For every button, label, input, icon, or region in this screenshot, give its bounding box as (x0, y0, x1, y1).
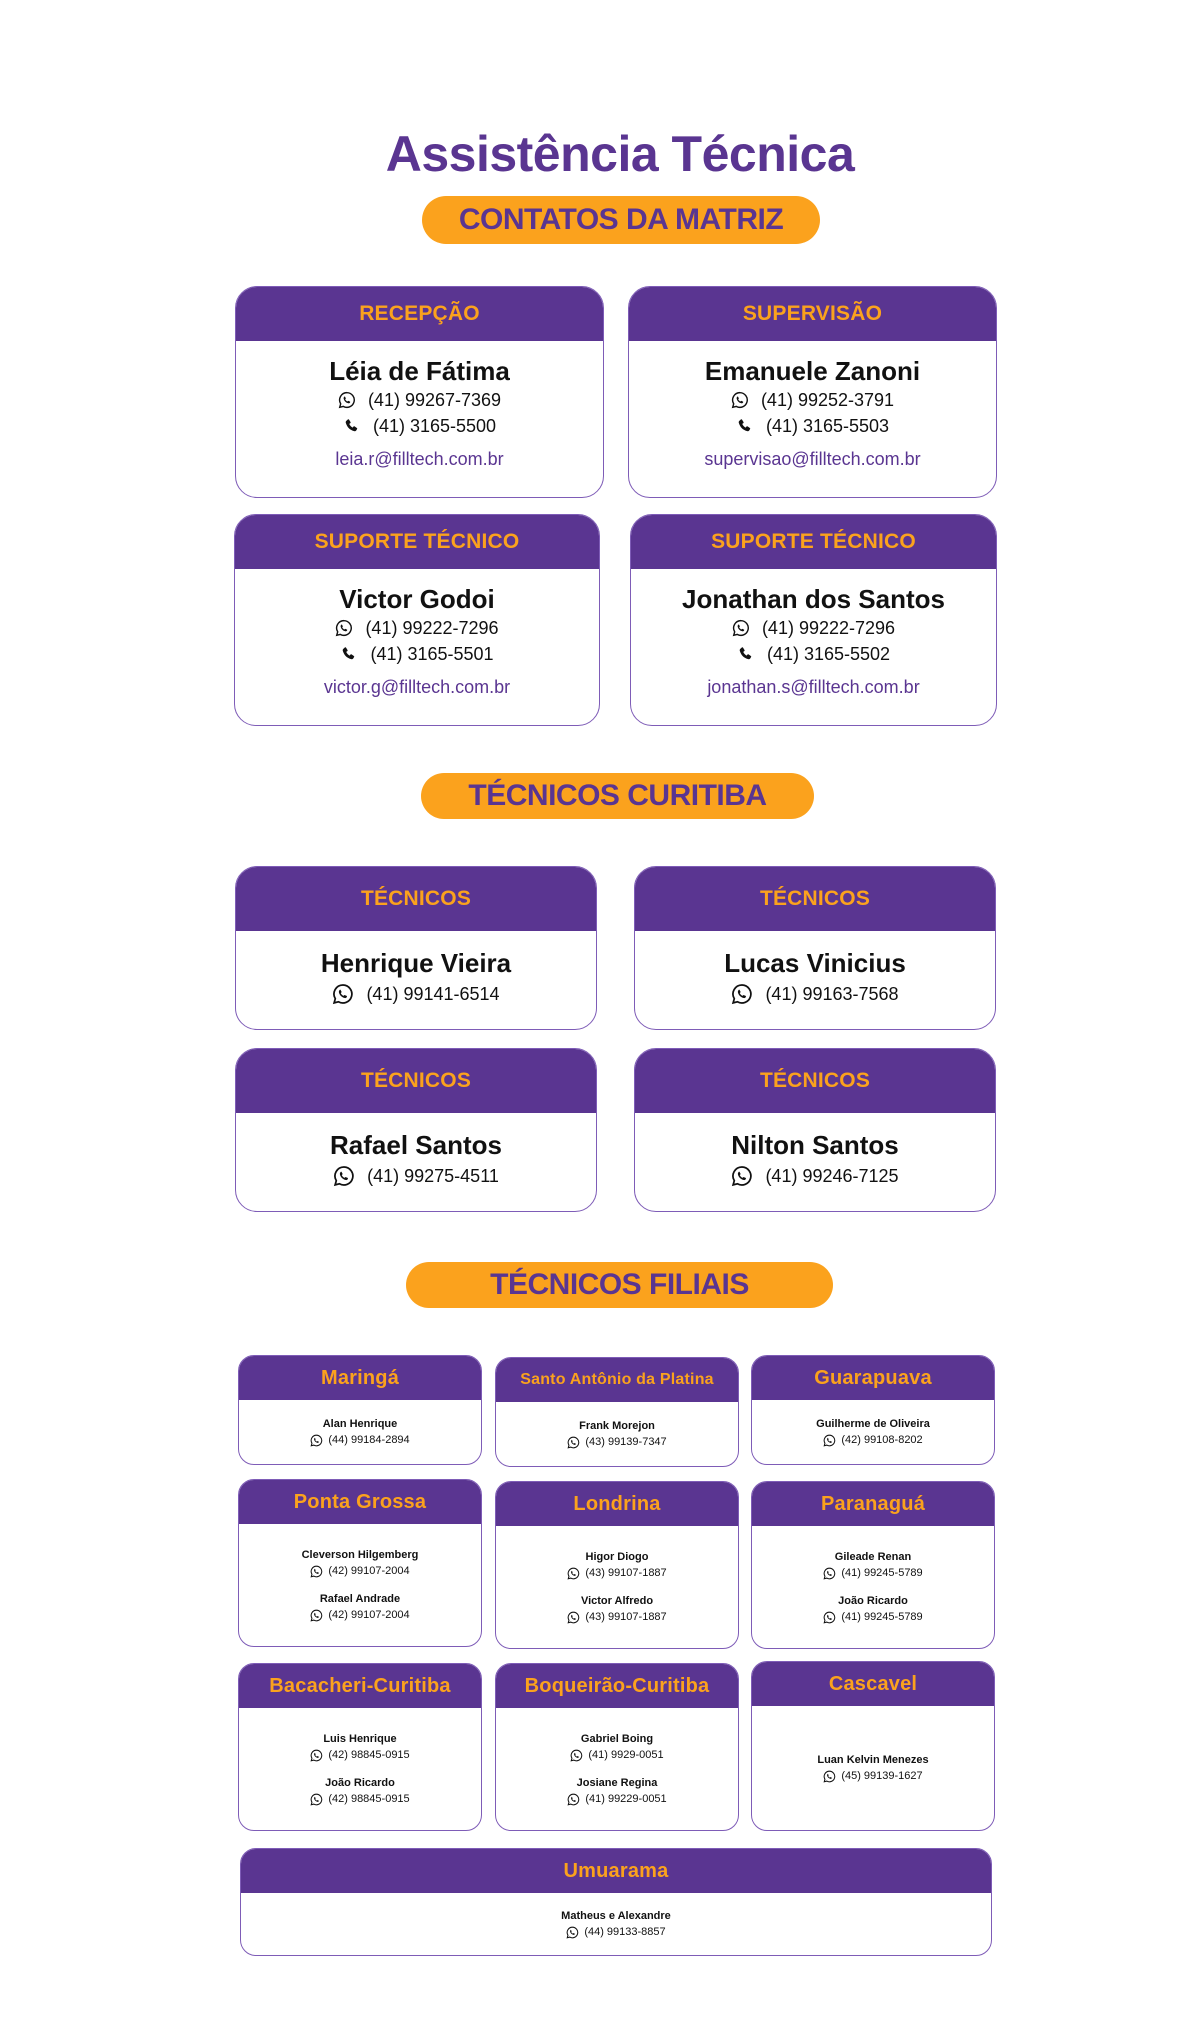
whatsapp-line[interactable] (567, 1434, 666, 1450)
phone-line[interactable] (631, 641, 996, 667)
phone-line[interactable] (629, 413, 996, 439)
email-link[interactable]: leia.r@filltech.com.br (335, 449, 504, 469)
technician-name: Rafael Santos (330, 1130, 502, 1160)
section-header-matriz: CONTATOS DA MATRIZ (422, 196, 820, 244)
whatsapp-number: (41) 99245-5789 (841, 1567, 923, 1579)
phone-number: (41) 3165-5503 (765, 416, 890, 436)
person-name: Luan Kelvin Menezes (817, 1754, 929, 1766)
branch-card-boqueirao (495, 1663, 739, 1831)
whatsapp-line[interactable] (567, 1565, 666, 1581)
person-name: Cleverson Hilgemberg (301, 1549, 419, 1561)
whatsapp-number: (45) 99139-1627 (841, 1770, 923, 1782)
branch-city: Ponta Grossa (239, 1480, 481, 1524)
person-name: Luis Henrique (323, 1733, 397, 1745)
person-name: Josiane Regina (576, 1777, 658, 1789)
person-name: Victor Alfredo (580, 1595, 654, 1607)
email-link[interactable]: victor.g@filltech.com.br (323, 677, 511, 697)
card-header: TÉCNICOS (635, 1049, 995, 1113)
phone-number: (41) 3165-5502 (766, 644, 891, 664)
whatsapp-line[interactable] (631, 615, 996, 641)
branch-person (816, 1416, 930, 1448)
whatsapp-number: (42) 98845-0915 (328, 1793, 410, 1805)
branch-person (310, 1416, 409, 1448)
whatsapp-icon (333, 1165, 355, 1187)
phone-line[interactable] (235, 641, 599, 667)
branch-person (567, 1593, 666, 1625)
whatsapp-line[interactable] (816, 1432, 930, 1448)
whatsapp-line[interactable] (629, 387, 996, 413)
contact-card-supervisao (628, 286, 997, 498)
whatsapp-line[interactable] (302, 1563, 419, 1579)
section-header-curitiba: TÉCNICOS CURITIBA (421, 773, 814, 819)
whatsapp-number: (41) 99229-0051 (585, 1793, 667, 1805)
phone-icon (736, 417, 754, 435)
whatsapp-icon (335, 619, 353, 637)
whatsapp-line[interactable] (235, 615, 599, 641)
branch-card-bacacheri (238, 1663, 482, 1831)
whatsapp-line[interactable] (567, 1609, 666, 1625)
whatsapp-icon (567, 1793, 580, 1806)
branch-person (823, 1549, 922, 1581)
whatsapp-icon (567, 1611, 580, 1624)
phone-icon (343, 417, 361, 435)
whatsapp-number: (43) 99107-1887 (585, 1611, 667, 1623)
whatsapp-icon (731, 391, 749, 409)
whatsapp-number: (44) 99133-8857 (584, 1926, 666, 1938)
whatsapp-number: (41) 99275-4511 (367, 1166, 499, 1186)
branch-person (310, 1775, 409, 1807)
whatsapp-icon (310, 1609, 323, 1622)
whatsapp-line[interactable] (236, 979, 596, 1009)
technician-name: Lucas Vinicius (724, 948, 906, 978)
whatsapp-line[interactable] (567, 1791, 666, 1807)
whatsapp-icon (567, 1567, 580, 1580)
whatsapp-icon (570, 1749, 583, 1762)
whatsapp-icon (310, 1749, 323, 1762)
branch-card-ponta-grossa (238, 1479, 482, 1647)
card-header: SUPORTE TÉCNICO (235, 515, 599, 569)
whatsapp-line[interactable] (823, 1609, 922, 1625)
contact-name: Victor Godoi (339, 584, 495, 614)
person-name: Matheus e Alexandre (561, 1910, 671, 1922)
whatsapp-number: (42) 98845-0915 (328, 1749, 410, 1761)
branch-card-santo-antonio (495, 1357, 739, 1467)
whatsapp-icon (567, 1436, 580, 1449)
whatsapp-number: (42) 99107-2004 (328, 1609, 410, 1621)
technician-name: Nilton Santos (731, 1130, 899, 1160)
branch-person (567, 1418, 666, 1450)
contact-name: Léia de Fátima (329, 356, 510, 386)
whatsapp-number: (41) 99163-7568 (765, 984, 899, 1004)
card-header: TÉCNICOS (236, 867, 596, 931)
whatsapp-icon (310, 1565, 323, 1578)
whatsapp-icon (731, 1165, 753, 1187)
card-header: RECEPÇÃO (236, 287, 603, 341)
branch-card-paranagua (751, 1481, 995, 1649)
branch-city: Boqueirão-Curitiba (496, 1664, 738, 1708)
whatsapp-line[interactable] (570, 1747, 663, 1763)
email-link[interactable]: jonathan.s@filltech.com.br (707, 677, 920, 697)
whatsapp-icon (823, 1770, 836, 1783)
person-name: Frank Morejon (579, 1420, 655, 1432)
whatsapp-line[interactable] (310, 1791, 409, 1807)
section-header-filiais: TÉCNICOS FILIAIS (406, 1262, 833, 1308)
person-name: João Ricardo (325, 1777, 395, 1789)
branch-card-guarapuava (751, 1355, 995, 1465)
branch-card-maringa (238, 1355, 482, 1465)
whatsapp-line[interactable] (635, 1161, 995, 1191)
contact-card-suporte-jonathan (630, 514, 997, 726)
person-name: Higor Diogo (585, 1551, 649, 1563)
whatsapp-icon (731, 983, 753, 1005)
branch-city: Bacacheri-Curitiba (239, 1664, 481, 1708)
phone-number: (41) 3165-5501 (370, 644, 494, 664)
email-link[interactable]: supervisao@filltech.com.br (704, 449, 921, 469)
person-name: Gabriel Boing (580, 1733, 654, 1745)
branch-person (310, 1591, 409, 1623)
whatsapp-number: (41) 99252-3791 (760, 390, 895, 410)
whatsapp-number: (41) 99245-5789 (841, 1611, 923, 1623)
whatsapp-line[interactable] (310, 1432, 409, 1448)
card-header: SUPERVISÃO (629, 287, 996, 341)
phone-icon (737, 645, 755, 663)
whatsapp-number: (43) 99139-7347 (585, 1436, 667, 1448)
whatsapp-number: (41) 99222-7296 (761, 618, 896, 638)
whatsapp-icon (338, 391, 356, 409)
branch-person (567, 1775, 666, 1807)
branch-person (310, 1731, 409, 1763)
whatsapp-number: (43) 99107-1887 (585, 1567, 667, 1579)
technician-card (634, 1048, 996, 1212)
whatsapp-number: (41) 99141-6514 (366, 984, 500, 1004)
branch-person (817, 1752, 928, 1784)
whatsapp-line[interactable] (635, 979, 995, 1009)
page-title: Assistência Técnica (385, 126, 855, 182)
technician-card (235, 1048, 597, 1212)
technician-name: Henrique Vieira (320, 948, 512, 978)
branch-card-londrina (495, 1481, 739, 1649)
whatsapp-number: (41) 99267-7369 (367, 390, 502, 410)
contact-card-recepcao (235, 286, 604, 498)
card-header: TÉCNICOS (635, 867, 995, 931)
contact-name: Emanuele Zanoni (704, 356, 921, 386)
whatsapp-line[interactable] (310, 1607, 409, 1623)
whatsapp-icon (823, 1611, 836, 1624)
phone-line[interactable] (236, 413, 603, 439)
person-name: Alan Henrique (322, 1418, 398, 1430)
branch-card-umuarama (240, 1848, 992, 1956)
branch-person (570, 1731, 663, 1763)
whatsapp-line[interactable] (236, 1161, 596, 1191)
person-name: João Ricardo (838, 1595, 908, 1607)
branch-city: Paranaguá (752, 1482, 994, 1526)
whatsapp-number: (41) 99246-7125 (765, 1166, 899, 1186)
branch-person (302, 1547, 419, 1579)
branch-city: Londrina (496, 1482, 738, 1526)
whatsapp-icon (332, 983, 354, 1005)
whatsapp-line[interactable] (561, 1924, 671, 1940)
card-header: SUPORTE TÉCNICO (631, 515, 996, 569)
whatsapp-line[interactable] (817, 1768, 928, 1784)
whatsapp-line[interactable] (823, 1565, 922, 1581)
whatsapp-line[interactable] (236, 387, 603, 413)
whatsapp-icon (310, 1434, 323, 1447)
person-name: Rafael Andrade (319, 1593, 401, 1605)
whatsapp-number: (44) 99184-2894 (328, 1434, 410, 1446)
person-name: Gileade Renan (834, 1551, 912, 1563)
branch-card-cascavel (751, 1661, 995, 1831)
contact-card-suporte-victor (234, 514, 600, 726)
technician-card (235, 866, 597, 1030)
branch-city: Guarapuava (752, 1356, 994, 1400)
phone-icon (340, 645, 358, 663)
whatsapp-line[interactable] (310, 1747, 409, 1763)
whatsapp-icon (823, 1567, 836, 1580)
branch-city: Cascavel (752, 1662, 994, 1706)
person-name: Guilherme de Oliveira (816, 1418, 930, 1430)
branch-city: Umuarama (241, 1849, 991, 1893)
technician-card (634, 866, 996, 1030)
whatsapp-number: (42) 99107-2004 (328, 1565, 410, 1577)
whatsapp-number: (42) 99108-8202 (841, 1434, 923, 1446)
whatsapp-icon (310, 1793, 323, 1806)
whatsapp-icon (732, 619, 750, 637)
branch-city: Maringá (239, 1356, 481, 1400)
phone-number: (41) 3165-5500 (372, 416, 497, 436)
whatsapp-number: (41) 99222-7296 (365, 618, 499, 638)
branch-person (567, 1549, 666, 1581)
card-header: TÉCNICOS (236, 1049, 596, 1113)
branch-city: Santo Antônio da Platina (496, 1358, 738, 1402)
branch-person (823, 1593, 922, 1625)
whatsapp-icon (566, 1926, 579, 1939)
whatsapp-number: (41) 9929-0051 (588, 1749, 664, 1761)
branch-person (561, 1908, 671, 1940)
contact-name: Jonathan dos Santos (682, 584, 945, 614)
whatsapp-icon (823, 1434, 836, 1447)
